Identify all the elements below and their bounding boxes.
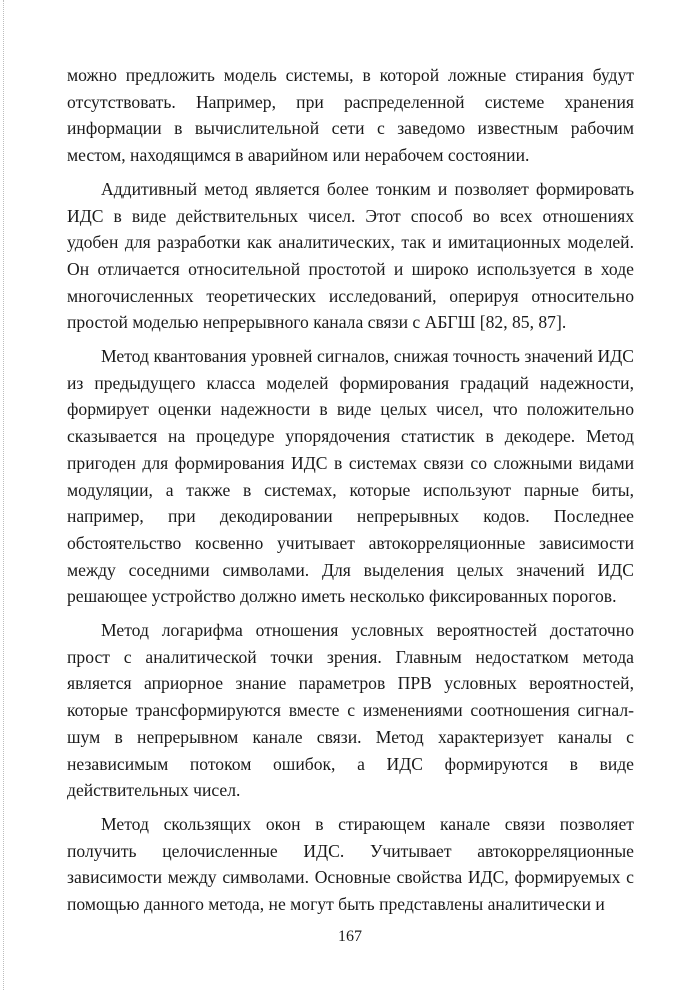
paragraph-false-erasures: можно предложить модель системы, в которой ложные стирания будут отсутствовать. Например, при распределенной системе хранения информации в вычислительной сети с заведомо известным рабочим местом, находящимся в аварийном или нерабочем состоянии. (67, 65, 634, 166)
page-number: 167 (338, 928, 362, 945)
paragraph-quantization-method: Метод квантования уровней сигналов, снижая точность значений ИДС из предыдущего класса моделей формирования градаций надежности, формирует оценки надежности в виде целых чисел, что положительно сказывается на процедуре упорядочения статистик в декодере. Метод пригоден для формирования ИДС в системах связи со сложными видами модуляции, а также в системах, которые используют парные биты, например, при декодировании непрерывных кодов. Последнее обстоятельство косвенно учитывает автокорреляционные зависимости между соседними символами. Для выделения целых значений ИДС решающее устройство должно иметь несколько фиксированных порогов. (67, 346, 634, 607)
body-text (67, 62, 634, 918)
paragraph-sliding-window-method: Метод скользящих окон в стирающем канале связи позволяет получить целочисленные ИДС. Учитывает автокорреляционные зависимости между символами. Основные свойства ИДС, формируемых с помощью данного метода, не могут быть представлены аналитически и (67, 813, 634, 915)
paragraph-additive-method: Аддитивный метод является более тонким и позволяет формировать ИДС в виде действительных чисел. Этот способ во всех отношениях удобен для разработки как аналитических, так и имитационных моделей. Он отличается относительной простотой и широко используется в ходе многочисленных теоретических исследований, оперируя относительно простой моделью непрерывного канала связи с АБГШ [82, 85, 87]. (67, 178, 634, 333)
paragraph-log-likelihood-method: Метод логарифма отношения условных вероятностей достаточно прост с аналитической точки зрения. Главным недостатком метода является априорное знание параметров ПРВ условных вероятностей, которые трансформируются вместе с изменениями соотношения сигнал-шум в непрерывном канале связи. Метод характеризует каналы с независимым потоком ошибок, а ИДС формируются в виде действительных чисел. (67, 620, 634, 801)
page-edge-divider (3, 0, 4, 990)
